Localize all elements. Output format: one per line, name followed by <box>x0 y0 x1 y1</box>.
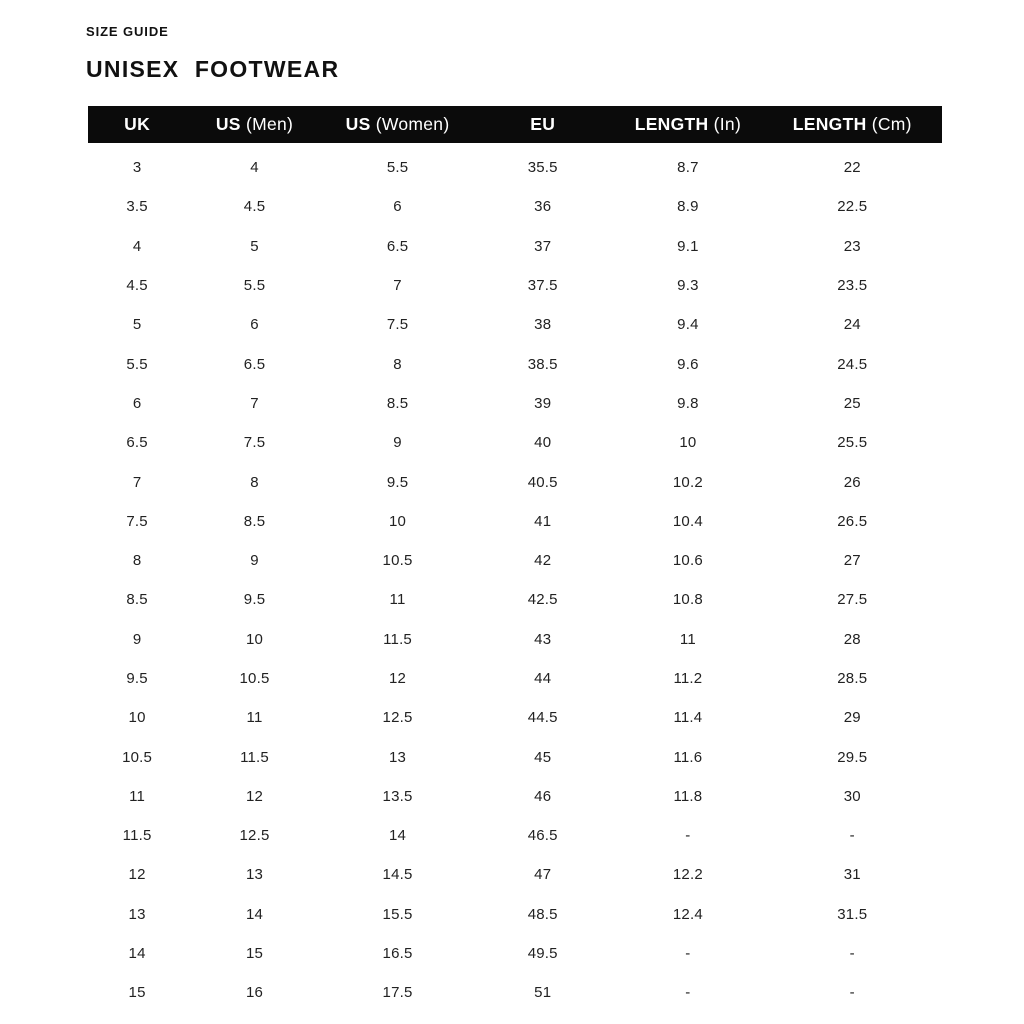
column-header-length-in <box>613 114 762 135</box>
cell-us-women: 15.5 <box>382 905 413 923</box>
cell-us-women: 7 <box>393 277 402 295</box>
table-row <box>88 423 942 462</box>
cell-length-cm: - <box>849 945 855 963</box>
cell-length-in: 8.9 <box>677 198 699 216</box>
size-table <box>88 106 942 1013</box>
cell-length-cm: 26 <box>843 473 861 491</box>
cell-length-in: 11.4 <box>673 709 703 727</box>
cell-us-men: 9 <box>250 552 259 570</box>
column-header-length-cm <box>763 114 942 135</box>
cell-us-women: 16.5 <box>382 945 413 963</box>
table-row <box>88 187 942 226</box>
cell-eu: 37.5 <box>527 277 558 295</box>
table-row <box>88 659 942 698</box>
cell-us-men: 16 <box>245 984 264 1002</box>
cell-length-in: 11.8 <box>673 787 703 805</box>
cell-eu: 36 <box>534 198 552 216</box>
column-header-us-women-main: US <box>345 114 371 134</box>
cell-uk: 6 <box>132 394 142 412</box>
table-body <box>88 143 942 1013</box>
table-row <box>88 620 942 659</box>
cell-uk: 11 <box>129 787 146 805</box>
cell-us-women: 9.5 <box>386 473 409 491</box>
table-row <box>88 148 942 187</box>
table-row <box>88 777 942 816</box>
column-header-uk <box>88 114 186 135</box>
table-row <box>88 541 942 580</box>
cell-us-women: 11.5 <box>383 630 412 648</box>
cell-length-cm: 25.5 <box>837 434 868 452</box>
cell-us-women: 9 <box>393 434 402 452</box>
cell-us-women: 10 <box>389 512 407 530</box>
cell-uk: 13 <box>128 905 146 923</box>
cell-length-cm: 22 <box>843 159 861 177</box>
cell-uk: 8 <box>132 552 142 570</box>
cell-length-in: 11.2 <box>673 670 703 687</box>
column-header-length-in-main: LENGTH <box>634 114 709 134</box>
table-row <box>88 855 942 894</box>
cell-length-in: 9.8 <box>677 394 699 412</box>
page-title: UNISEX FOOTWEAR <box>86 56 340 82</box>
table-row <box>88 895 942 934</box>
table-row <box>88 344 942 383</box>
cell-uk: 8.5 <box>126 591 148 609</box>
cell-length-cm: 29 <box>843 709 861 727</box>
cell-us-women: 8.5 <box>386 394 409 412</box>
cell-us-men: 7.5 <box>243 434 266 452</box>
table-row <box>88 816 942 855</box>
cell-us-women: 12 <box>389 670 407 687</box>
cell-length-in: 11.6 <box>673 748 703 766</box>
cell-us-women: 10.5 <box>382 552 413 570</box>
cell-uk: 15 <box>128 984 146 1002</box>
cell-eu: 42.5 <box>527 591 558 609</box>
cell-uk: 10.5 <box>122 748 153 766</box>
cell-eu: 41 <box>534 512 552 530</box>
column-header-length-cm-qualifier: (Cm) <box>866 114 912 134</box>
cell-length-cm: 31.5 <box>837 905 868 923</box>
cell-eu: 44 <box>534 670 552 687</box>
cell-us-men: 15 <box>245 945 264 963</box>
cell-us-men: 12.5 <box>239 827 270 845</box>
cell-us-men: 9.5 <box>243 591 266 609</box>
cell-length-in: - <box>685 984 691 1002</box>
table-row <box>88 973 942 1012</box>
cell-us-women: 14.5 <box>382 866 413 884</box>
cell-eu: 37 <box>534 237 552 255</box>
cell-us-women: 12.5 <box>382 709 413 727</box>
cell-us-women: 8 <box>393 355 402 373</box>
table-row <box>88 227 942 266</box>
cell-us-women: 13 <box>389 748 407 766</box>
cell-us-women: 6 <box>393 198 402 216</box>
cell-eu: 43 <box>534 630 552 648</box>
cell-us-women: 13.5 <box>382 787 413 805</box>
cell-eu: 35.5 <box>527 159 558 177</box>
cell-eu: 44.5 <box>527 709 558 727</box>
cell-length-cm: 23 <box>843 237 861 255</box>
cell-length-cm: 26.5 <box>837 512 868 530</box>
table-row <box>88 384 942 423</box>
table-row <box>88 305 942 344</box>
cell-eu: 45 <box>534 748 552 766</box>
cell-eu: 38.5 <box>527 355 558 373</box>
cell-us-men: 4 <box>250 159 259 177</box>
cell-eu: 40 <box>534 434 552 452</box>
cell-us-men: 10 <box>245 630 264 648</box>
cell-uk: 7.5 <box>126 512 148 530</box>
cell-eu: 42 <box>534 552 552 570</box>
cell-eu: 46 <box>534 787 552 805</box>
cell-length-in: 9.3 <box>677 277 699 295</box>
cell-us-men: 10.5 <box>239 670 270 687</box>
cell-us-men: 6.5 <box>243 355 266 373</box>
cell-us-women: 5.5 <box>386 159 409 177</box>
cell-length-in: 12.2 <box>672 866 703 884</box>
cell-us-men: 5.5 <box>243 277 266 295</box>
cell-length-in: 10.6 <box>672 552 703 570</box>
cell-uk: 3 <box>132 159 142 177</box>
cell-us-men: 4.5 <box>243 198 266 216</box>
cell-us-men: 11.5 <box>240 748 269 766</box>
cell-length-cm: 30 <box>843 787 861 805</box>
table-row <box>88 266 942 305</box>
cell-eu: 39 <box>534 394 552 412</box>
cell-eu: 47 <box>534 866 552 884</box>
size-guide-label: SIZE GUIDE <box>86 24 169 39</box>
cell-us-men: 8.5 <box>243 512 266 530</box>
cell-uk: 9.5 <box>126 670 148 687</box>
cell-us-men: 12 <box>245 787 264 805</box>
column-header-eu <box>472 114 613 135</box>
cell-uk: 6.5 <box>126 434 148 452</box>
cell-us-women: 11 <box>389 591 406 609</box>
cell-length-in: 8.7 <box>677 159 699 177</box>
cell-length-cm: 28.5 <box>837 670 868 687</box>
cell-eu: 51 <box>534 984 552 1002</box>
table-row <box>88 502 942 541</box>
cell-eu: 38 <box>534 316 552 334</box>
cell-length-in: 9.1 <box>677 237 699 255</box>
column-header-us-women <box>323 114 472 135</box>
cell-uk: 5 <box>132 316 142 334</box>
cell-eu: 40.5 <box>527 473 558 491</box>
cell-length-in: 10.2 <box>672 473 703 491</box>
column-header-us-men-main: US <box>215 114 241 134</box>
cell-us-men: 6 <box>250 316 259 334</box>
cell-length-in: 9.4 <box>677 316 699 334</box>
cell-uk: 9 <box>132 630 142 648</box>
column-header-length-cm-main: LENGTH <box>792 114 867 134</box>
cell-length-in: - <box>685 945 691 963</box>
cell-eu: 49.5 <box>527 945 558 963</box>
cell-length-cm: 25 <box>843 394 861 412</box>
cell-length-in: 12.4 <box>672 905 703 923</box>
column-header-eu-main: EU <box>530 114 556 134</box>
cell-uk: 14 <box>128 945 146 963</box>
column-header-us-men-qualifier: (Men) <box>240 114 294 134</box>
cell-us-men: 7 <box>250 394 259 412</box>
column-header-us-women-qualifier: (Women) <box>370 114 450 134</box>
cell-uk: 4.5 <box>126 277 148 295</box>
cell-us-men: 5 <box>250 237 259 255</box>
table-row <box>88 934 942 973</box>
cell-length-in: 10.8 <box>672 591 703 609</box>
cell-eu: 48.5 <box>527 905 558 923</box>
cell-uk: 11.5 <box>122 827 152 845</box>
cell-eu: 46.5 <box>527 827 558 845</box>
cell-us-women: 6.5 <box>386 237 409 255</box>
cell-length-in: 10.4 <box>672 512 703 530</box>
cell-length-in: 11 <box>679 630 696 648</box>
cell-length-cm: 24 <box>843 316 861 334</box>
cell-length-cm: 27.5 <box>837 591 868 609</box>
cell-us-women: 7.5 <box>386 316 409 334</box>
cell-length-cm: 24.5 <box>837 355 868 373</box>
cell-length-cm: 28 <box>843 630 861 648</box>
cell-uk: 3.5 <box>126 198 148 216</box>
cell-us-men: 14 <box>245 905 264 923</box>
table-row <box>88 580 942 619</box>
cell-us-men: 8 <box>250 473 259 491</box>
cell-uk: 5.5 <box>126 355 148 373</box>
table-row <box>88 737 942 776</box>
cell-length-cm: 29.5 <box>837 748 868 766</box>
cell-us-women: 17.5 <box>382 984 413 1002</box>
cell-uk: 7 <box>132 473 142 491</box>
cell-length-cm: 31 <box>843 866 861 884</box>
column-header-us-men <box>186 114 323 135</box>
column-header-length-in-qualifier: (In) <box>708 114 742 134</box>
cell-length-in: 9.6 <box>677 355 699 373</box>
cell-us-women: 14 <box>389 827 407 845</box>
cell-uk: 10 <box>128 709 146 727</box>
cell-length-cm: 22.5 <box>837 198 868 216</box>
cell-length-cm: 27 <box>843 552 861 570</box>
table-row <box>88 462 942 501</box>
cell-uk: 4 <box>132 237 142 255</box>
page-header <box>86 24 944 83</box>
cell-length-cm: 23.5 <box>837 277 868 295</box>
cell-length-cm: - <box>849 827 855 845</box>
cell-length-cm: - <box>849 984 855 1002</box>
cell-us-men: 13 <box>245 866 264 884</box>
cell-us-men: 11 <box>246 709 263 727</box>
table-header-row <box>88 106 942 143</box>
table-row <box>88 698 942 737</box>
cell-length-in: - <box>685 827 691 845</box>
cell-uk: 12 <box>128 866 146 884</box>
cell-length-in: 10 <box>679 434 697 452</box>
column-header-uk-main: UK <box>124 114 151 134</box>
